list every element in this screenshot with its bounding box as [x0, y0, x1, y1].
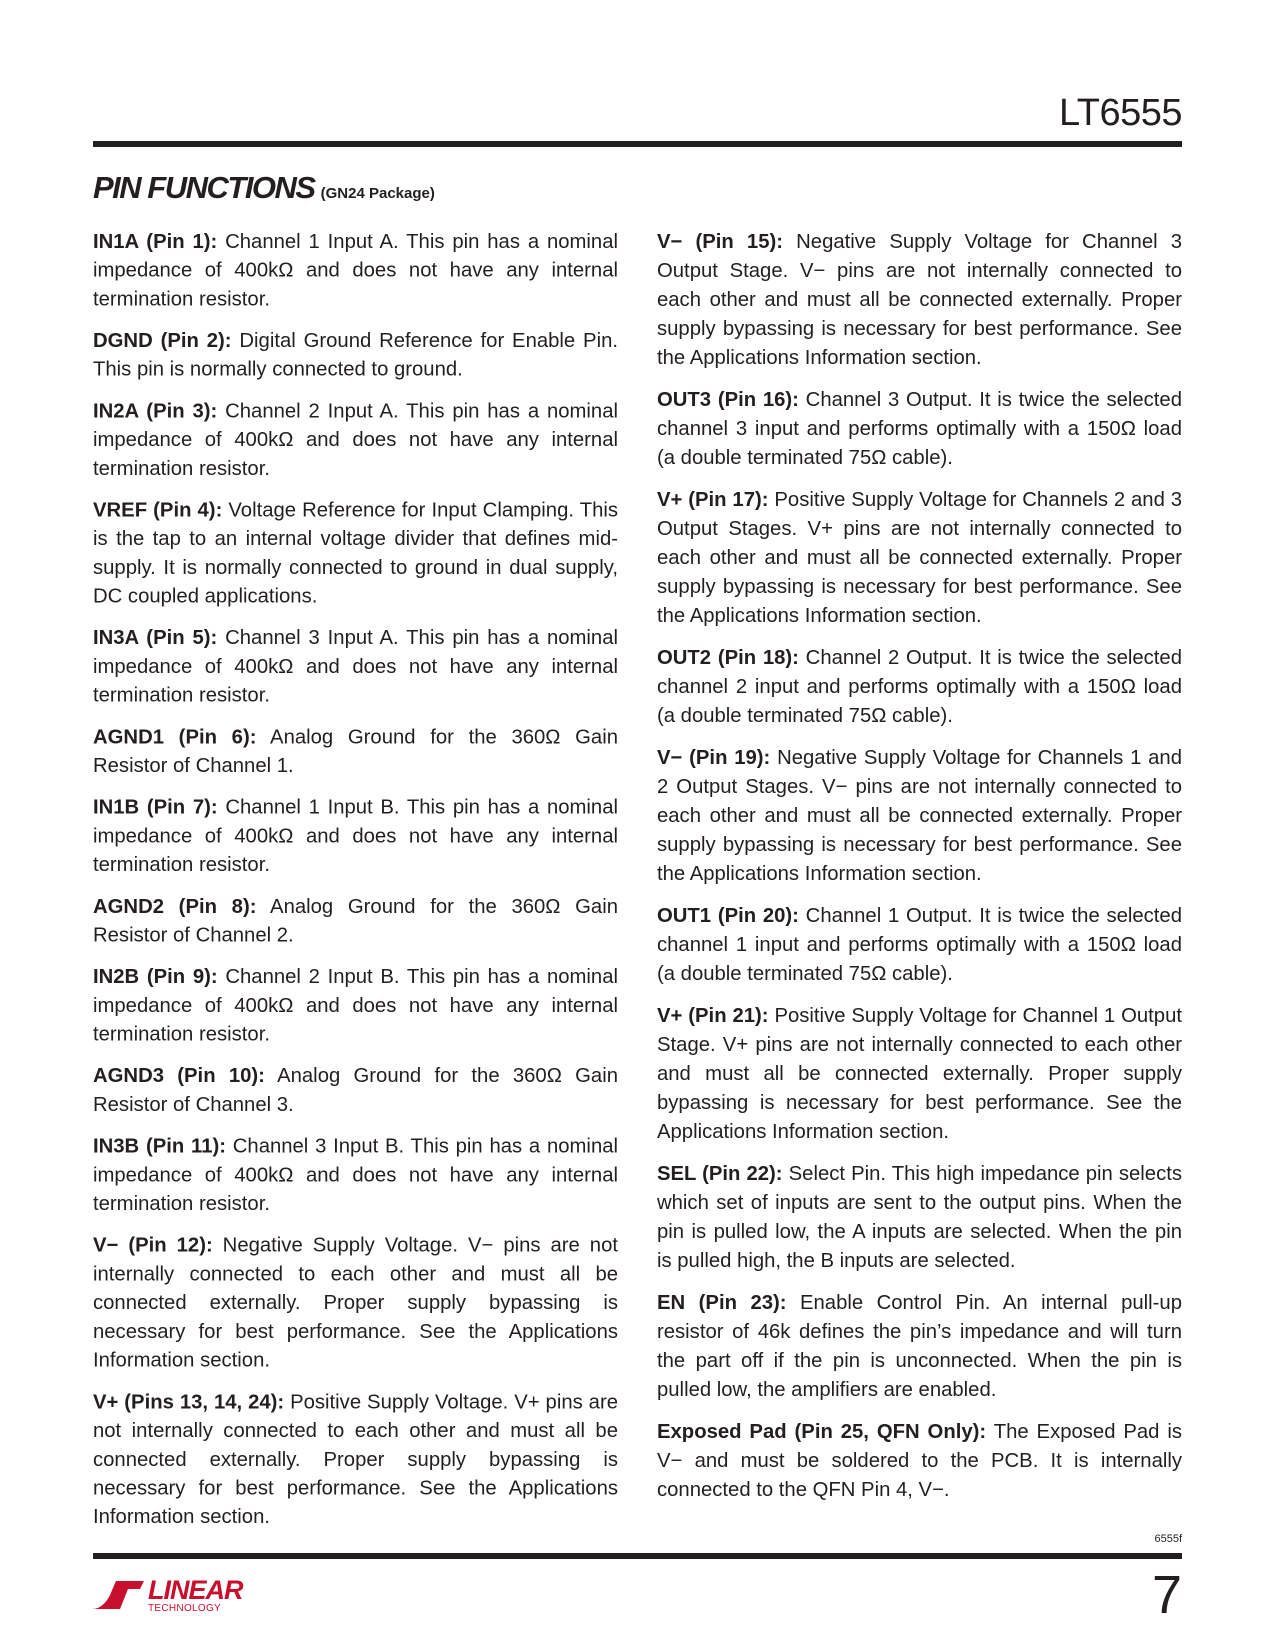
pin-description	[657, 1418, 1182, 1505]
pin-text: Channel 2 Input A. This pin has a nominal impedance of 400kΩ and does not have any internal termination resistor.	[93, 400, 618, 480]
pin-name: EN (Pin 23):	[657, 1292, 787, 1314]
pin-name: V− (Pin 12):	[93, 1234, 213, 1257]
pin-description	[93, 228, 618, 314]
pin-text: Positive Supply Voltage for Channels 2 and 3 Output Stages. V+ pins are not internally connected to each other and must all be connected externally. Proper supply bypassing is necessary for best performance. See the Applications Information section.	[657, 489, 1183, 627]
pin-description	[657, 744, 1182, 889]
pin-text: Negative Supply Voltage for Channels 1 and 2 Output Stages. V− pins are not internally connected to each other and must all be connected externally. Proper supply bypassing is necessary for best performance. See the Applications Information section.	[657, 747, 1182, 885]
pin-text: Analog Ground for the 360Ω Gain Resistor of Channel 1.	[93, 726, 618, 778]
pin-text: Digital Ground Reference for Enable Pin. This pin is normally connected to ground.	[93, 330, 619, 381]
pin-description	[657, 1289, 1182, 1405]
pin-name: AGND1 (Pin 6):	[93, 726, 257, 749]
pin-text: Analog Ground for the 360Ω Gain Resistor of Channel 3.	[93, 1065, 618, 1116]
pin-name: OUT3 (Pin 16):	[657, 389, 799, 411]
pin-description	[657, 1002, 1182, 1147]
pin-name: IN1B (Pin 7):	[93, 796, 218, 819]
pin-description	[93, 893, 618, 950]
pin-text: Voltage Reference for Input Clamping. This is the tap to an internal voltage divider that defines mid-supply. It is normally connected to ground in dual supply, DC coupled applications.	[93, 499, 619, 608]
pin-text: Negative Supply Voltage. V− pins are not internally connected to each other and must all be connected externally. Proper supply bypassing is necessary for best performance. See the Applications Information section.	[93, 1234, 618, 1372]
pin-text: Channel 3 Input A. This pin has a nominal impedance of 400kΩ and does not have any internal termination resistor.	[93, 627, 618, 707]
pin-description	[93, 1062, 618, 1119]
pin-name: SEL (Pin 22):	[657, 1163, 783, 1185]
pin-text: Select Pin. This high impedance pin selects which set of inputs are sent to the output pins. When the pin is pulled low, the A inputs are selected. When the pin is pulled high, the B inputs are selected.	[657, 1163, 1182, 1272]
section-title: PIN FUNCTIONS	[93, 170, 315, 205]
pin-text: Channel 2 Input B. This pin has a nominal impedance of 400kΩ and does not have any internal termination resistor.	[93, 966, 619, 1046]
pin-name: IN3B (Pin 11):	[93, 1135, 226, 1158]
pin-description	[657, 486, 1182, 631]
pin-description	[657, 644, 1182, 731]
pin-text: Channel 2 Output. It is twice the selected channel 2 input and performs optimally with a 150Ω load (a double terminated 75Ω cable).	[657, 647, 1182, 727]
pin-name: V− (Pin 15):	[657, 231, 784, 253]
pin-name: IN3A (Pin 5):	[93, 627, 218, 650]
company-logo	[90, 1573, 265, 1617]
pin-description	[657, 1160, 1182, 1276]
pin-description	[93, 963, 618, 1049]
section-subtitle: (GN24 Package)	[320, 185, 435, 202]
pin-text: Positive Supply Voltage. V+ pins are not internally connected to each other and must all be connected externally. Proper supply bypassing is necessary for best performance. See the Applications Information section.	[93, 1391, 618, 1529]
pin-text: Channel 1 Output. It is twice the selected channel 1 input and performs optimally with a 150Ω load (a double terminated 75Ω cable).	[657, 905, 1182, 985]
pin-name: VREF (Pin 4):	[93, 499, 223, 522]
pin-name: V+ (Pin 21):	[657, 1005, 769, 1027]
section-header	[93, 170, 435, 206]
pin-text: Positive Supply Voltage for Channel 1 Output Stage. V+ pins are not internally connected to each other and must all be connected externally. Proper supply bypassing is necessary for best performance. See the Applications Information section.	[657, 1005, 1182, 1143]
pin-name: OUT2 (Pin 18):	[657, 647, 799, 669]
logo-subtext: TECHNOLOGY	[148, 1603, 222, 1614]
pin-description	[93, 327, 618, 384]
footer-rule	[93, 1553, 1182, 1559]
linear-logo-icon	[90, 1573, 146, 1613]
pin-name: IN1A (Pin 1):	[93, 230, 218, 253]
pin-name: AGND2 (Pin 8):	[93, 895, 257, 918]
pin-description	[93, 1232, 618, 1376]
pin-name: IN2A (Pin 3):	[93, 400, 218, 423]
pin-description	[93, 624, 618, 710]
pin-description	[93, 497, 618, 612]
pin-description	[93, 794, 618, 880]
pin-description	[93, 1388, 618, 1532]
pin-text: Enable Control Pin. An internal pull-up resistor of 46k defines the pin’s impedance and will turn the part off if the pin is unconnected. When the pin is pulled low, the amplifiers are enabled.	[657, 1292, 1182, 1401]
pin-name: DGND (Pin 2):	[93, 330, 232, 352]
pin-text: Channel 1 Input A. This pin has a nominal impedance of 400kΩ and does not have any internal termination resistor.	[93, 230, 618, 311]
pin-description	[657, 386, 1182, 473]
pin-description	[657, 902, 1182, 989]
part-number: LT6555	[1058, 92, 1182, 134]
page-number: 7	[1151, 1565, 1182, 1625]
pin-description	[93, 1133, 618, 1219]
pin-name: V+ (Pins 13, 14, 24):	[93, 1391, 285, 1414]
pin-text: Channel 3 Output. It is twice the selected channel 3 input and performs optimally with a 150Ω load (a double terminated 75Ω cable).	[657, 389, 1182, 469]
pin-name: Exposed Pad (Pin 25, QFN Only):	[657, 1421, 987, 1443]
header-rule	[93, 141, 1182, 147]
pin-text: Analog Ground for the 360Ω Gain Resistor of Channel 2.	[93, 895, 618, 947]
pin-text: The Exposed Pad is V− and must be soldered to the PCB. It is internally connected to the QFN Pin 4, V−.	[657, 1421, 1183, 1501]
pin-name: OUT1 (Pin 20):	[657, 905, 799, 927]
pin-name: IN2B (Pin 9):	[93, 966, 218, 989]
logo-text: LINEAR	[148, 1575, 243, 1605]
pin-text: Negative Supply Voltage for Channel 3 Output Stage. V− pins are not internally connected to each other and must all be connected externally. Proper supply bypassing is necessary for best performance. See the Applications Information section.	[657, 231, 1183, 369]
pin-name: V+ (Pin 17):	[657, 489, 769, 511]
left-column	[93, 228, 618, 1545]
pin-text: Channel 3 Input B. This pin has a nominal impedance of 400kΩ and does not have any internal termination resistor.	[93, 1135, 619, 1216]
pin-name: AGND3 (Pin 10):	[93, 1065, 265, 1088]
document-code: 6555f	[1154, 1533, 1182, 1545]
pin-text: Channel 1 Input B. This pin has a nominal impedance of 400kΩ and does not have any internal termination resistor.	[93, 796, 619, 877]
right-column	[657, 228, 1182, 1518]
pin-description	[93, 397, 618, 483]
pin-name: V− (Pin 19):	[657, 747, 771, 769]
pin-description	[93, 724, 618, 781]
pin-description	[657, 228, 1182, 373]
